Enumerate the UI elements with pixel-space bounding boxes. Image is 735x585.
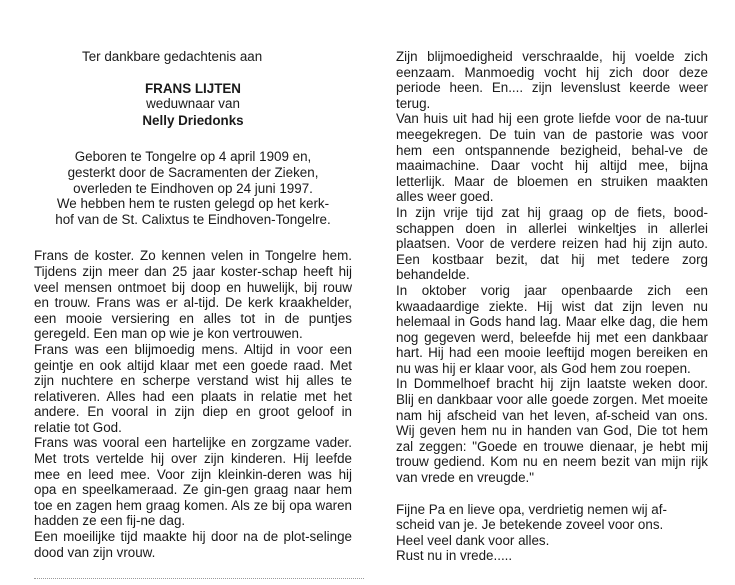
paragraph: In zijn vrije tijd zat hij graag op de fiets, bood-schappen doen in allerlei winkeltjes in allerlei plaatsen. Voor de verdere reizen had hij zijn auto. Een kostbaar bezit, dat hij met tedere zorg behandelde.	[396, 204, 708, 283]
paragraph: Frans de koster. Zo kennen velen in Tongelre hem. Tijdens zijn meer dan 25 jaar koster-schap heeft hij veel mensen ontmoet bij doop en huwelijk, bij rouw en trouw. Frans was er al-tijd. De kerk kraakhelder, een mooie versiering en alles tot in de puntjes geregeld. Een man op wie je kon vertrouwen.	[34, 248, 352, 342]
birth-death-block	[34, 149, 352, 227]
relation-line: weduwnaar van	[146, 96, 240, 112]
dedication-line: Ter dankbare gedachtenis aan	[82, 49, 263, 64]
birth-line: We hebben hem te rusten gelegd op het kerk-	[56, 196, 330, 212]
paragraph: In oktober vorig jaar openbaarde zich een kwaadaardige ziekte. Hij wist dat zijn leven nu helemaal in Gods hand lag. Maar elke dag, die hem nog gegeven werd, beleefde hij met een dankbaar hart. Hij had een mooie leeftijd mogen bereiken en nu was hij er klaar voor, als God hem zou roepen.	[396, 282, 708, 376]
left-body	[34, 248, 352, 560]
paragraph: Frans was een blijmoedig mens. Altijd in voor een geintje en ook altijd klaar met een goede raad. Met zijn nuchtere en scherpe verstand wist hij alles te relativeren. Alles had een plaats in relatie met het andere. En vooral in zijn diep en groot geloof in relatie tot God.	[34, 341, 352, 435]
birth-line: overleden te Eindhoven op 24 juni 1997.	[73, 180, 313, 196]
right-column	[396, 0, 708, 564]
closing-line: Rust nu in vrede.....	[396, 548, 513, 564]
closing-line: Fijne Pa en lieve opa, verdrietig nemen wij af-	[396, 501, 667, 517]
paragraph: Een moeilijke tijd maakte hij door na de plot-selinge dood van zijn vrouw.	[34, 529, 352, 560]
left-column	[34, 0, 352, 560]
right-body	[396, 49, 708, 486]
closing-block	[396, 502, 708, 564]
bottom-divider	[34, 578, 364, 580]
deceased-name: FRANS LIJTEN	[145, 80, 241, 96]
birth-line: gesterkt door de Sacramenten der Zieken,	[67, 164, 319, 180]
spouse-name: Nelly Driedonks	[142, 112, 244, 128]
closing-line: Heel veel dank voor alles.	[396, 532, 550, 548]
birth-line: Geboren te Tongelre op 4 april 1909 en,	[74, 149, 312, 165]
closing-line: scheid van je. Je betekende zoveel voor ons.	[396, 517, 664, 533]
birth-line: hof van de St. Calixtus te Eindhoven-Tongelre.	[55, 211, 331, 227]
paragraph: Zijn blijmoedigheid verschraalde, hij voelde zich eenzaam. Manmoedig vocht hij zich door deze periode heen. En.... zijn levenslust keerde weer terug.	[396, 49, 708, 111]
paragraph: Van huis uit had hij een grote liefde voor de na-tuur meegekregen. De tuin van de pastorie was voor hem een ontspannende bezigheid, behal-ve de maaimachine. Daar vocht hij altijd mee, bijna letterlijk. Maar de bloemen en struiken maakten alles weer goed.	[396, 111, 708, 205]
paragraph: In Dommelhoef bracht hij zijn laatste weken door. Blij en dankbaar voor alle goede zorgen. Met moeite nam hij afscheid van het leven, af-scheid van ons. Wij geven hem nu in handen van God, Die tot hem zal zeggen: "Goede en trouwe dienaar, je hebt mij trouw gediend. Kom nu en neem bezit van mijn rijk van vrede en vreugde."	[396, 376, 708, 486]
paragraph: Frans was vooral een hartelijke en zorgzame vader. Met trots vertelde hij over zijn kinderen. Hij leefde mee en leed mee. Voor zijn kleinkin-deren was hij opa en speelkameraad. Ze gin-gen graag naar hem toe en zagen hem graag komen. Als ze bij opa waren hadden ze een fij-ne dag.	[34, 435, 352, 529]
